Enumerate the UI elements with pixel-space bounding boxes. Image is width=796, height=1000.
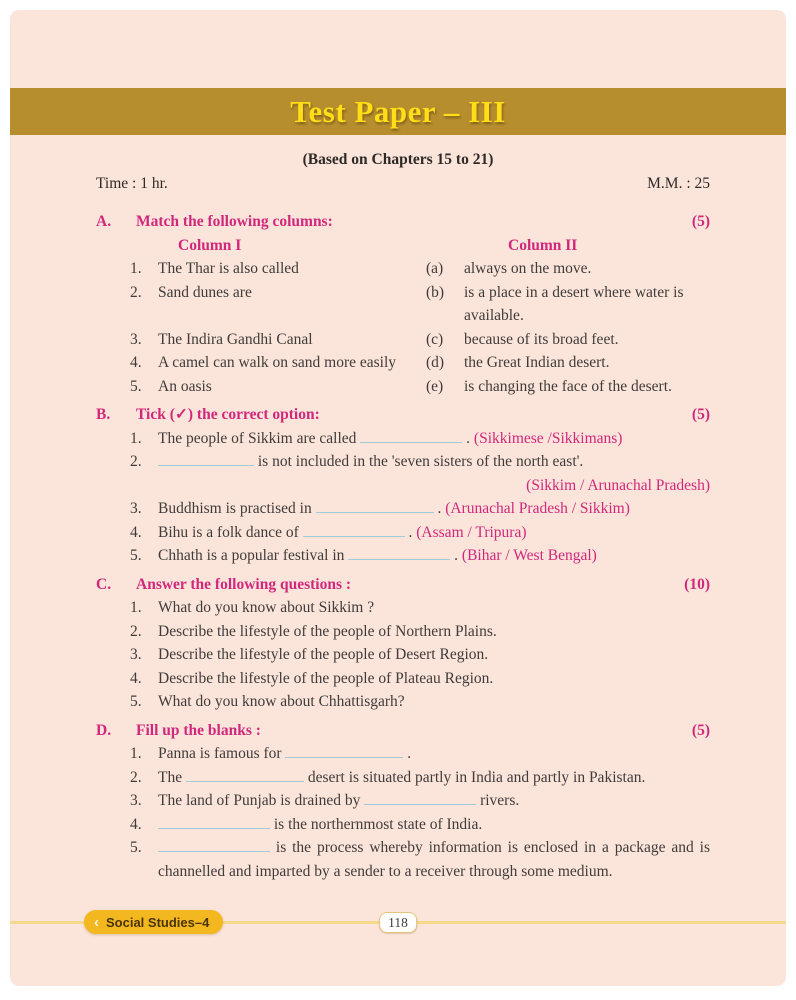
- answer-blank: [348, 547, 450, 560]
- tick-question: [130, 450, 710, 474]
- max-marks-label: M.M. : 25: [647, 175, 710, 192]
- title-banner: [10, 88, 786, 135]
- question-text: is the process whereby information is enclosed in a package and is channelled and imparted by a sender to a receiver through some medium.: [158, 839, 710, 880]
- item-number: 2.: [130, 622, 142, 640]
- section-letter: B.: [96, 406, 111, 423]
- section-letter: D.: [96, 721, 112, 739]
- question-item: [130, 690, 710, 714]
- match-column-headers: [130, 234, 710, 258]
- tick-question: [130, 497, 710, 521]
- book-title-label: Social Studies–4: [106, 914, 210, 930]
- option-letter: (e): [426, 377, 444, 395]
- item-number: 1.: [130, 260, 142, 277]
- fill-blank-item: [130, 742, 710, 766]
- match-row: [130, 328, 710, 352]
- answer-blank: [285, 745, 403, 758]
- question-text: Chhath is a popular festival in: [158, 547, 349, 564]
- item-number: 2.: [130, 453, 142, 470]
- column1-text: The Thar is also called: [158, 260, 299, 277]
- option-letter: (a): [426, 260, 444, 277]
- question-text: .: [450, 547, 462, 564]
- column1-header: Column I: [178, 236, 242, 254]
- question-text: .: [404, 523, 417, 541]
- item-number: 4.: [130, 669, 142, 687]
- item-number: 5.: [130, 547, 142, 564]
- section-letter: C.: [96, 575, 112, 593]
- column2-text: the Great Indian desert.: [464, 354, 610, 371]
- time-label: Time : 1 hr.: [96, 175, 168, 192]
- section-marks: (10): [684, 575, 710, 593]
- section-a-heading: [96, 210, 710, 234]
- answer-blank: [158, 816, 270, 829]
- book-label-pill: [84, 910, 223, 934]
- section-marks: (5): [691, 213, 710, 230]
- section-c-heading: [96, 573, 710, 597]
- tick-question: [130, 521, 710, 545]
- fill-blank-item: [130, 789, 710, 813]
- page-card: [10, 10, 786, 986]
- section-title: Fill up the blanks :: [136, 721, 261, 739]
- question-item: [130, 667, 710, 691]
- question-text: What do you know about Sikkim ?: [158, 599, 375, 616]
- question-item: [130, 643, 710, 667]
- match-row: [130, 257, 710, 281]
- match-row: [130, 375, 710, 399]
- fill-blank-item: [130, 766, 710, 790]
- column1-text: An oasis: [158, 377, 212, 395]
- answer-options: (Assam / Tripura): [416, 523, 527, 541]
- answer-options: (Arunachal Pradesh / Sikkim): [445, 500, 630, 517]
- section-marks: (5): [691, 721, 710, 739]
- column2-text: is a place in a desert where water is available.: [464, 283, 684, 324]
- section-title: Tick (✓) the correct option:: [136, 406, 320, 423]
- question-text: The: [158, 768, 186, 786]
- question-text: The land of Punjab is drained by: [158, 792, 365, 809]
- question-text: .: [462, 429, 474, 447]
- answer-blank: [186, 769, 304, 782]
- question-item: [130, 596, 710, 620]
- column2-text: always on the move.: [464, 260, 592, 277]
- question-text: desert is situated partly in India and partly in Pakistan.: [303, 768, 646, 786]
- match-row: [130, 281, 710, 328]
- option-letter: (c): [426, 330, 444, 348]
- test-paper-body: [96, 205, 710, 883]
- question-text: is the northernmost state of India.: [270, 815, 483, 833]
- page-number-badge: 118: [379, 912, 417, 933]
- question-item: [130, 620, 710, 644]
- question-text: rivers.: [476, 792, 520, 809]
- item-number: 1.: [130, 599, 142, 616]
- item-number: 4.: [130, 523, 142, 541]
- column1-text: Sand dunes are: [158, 283, 252, 301]
- question-text: Describe the lifestyle of the people of Plateau Region.: [158, 669, 494, 687]
- column2-text: is changing the face of the desert.: [464, 377, 672, 395]
- section-title: Match the following columns:: [136, 213, 333, 230]
- tick-question: [130, 544, 710, 568]
- item-number: 2.: [130, 768, 142, 786]
- item-number: 1.: [130, 745, 142, 762]
- chapter-range-subtitle: (Based on Chapters 15 to 21): [302, 151, 494, 168]
- page-footer: [10, 908, 786, 942]
- item-number: 3.: [130, 500, 142, 517]
- page-title: Test Paper – III: [290, 93, 506, 129]
- meta-row: [96, 175, 710, 193]
- question-text: Buddhism is practised in: [158, 500, 316, 517]
- answer-blank: [364, 792, 476, 805]
- question-text: .: [403, 745, 412, 762]
- option-letter: (b): [426, 283, 445, 301]
- answer-options: (Sikkimese /Sikkimans): [473, 429, 623, 447]
- question-text: Describe the lifestyle of the people of Desert Region.: [158, 646, 489, 663]
- match-row: [130, 351, 710, 375]
- question-text: Describe the lifestyle of the people of Northern Plains.: [158, 622, 497, 640]
- item-number: 1.: [130, 429, 142, 447]
- column2-header: Column II: [508, 236, 578, 254]
- section-d-heading: [96, 719, 710, 743]
- item-number: 4.: [130, 354, 142, 371]
- answer-blank: [158, 839, 270, 852]
- item-number: 4.: [130, 815, 142, 833]
- section-title: Answer the following questions :: [136, 575, 352, 593]
- item-number: 5.: [130, 839, 142, 856]
- fill-blank-item: [130, 813, 710, 837]
- answer-blank: [158, 453, 254, 466]
- column2-text: because of its broad feet.: [464, 330, 619, 348]
- column1-text: A camel can walk on sand more easily: [158, 354, 397, 371]
- question-text: Panna is famous for: [158, 745, 286, 762]
- answer-options: (Bihar / West Bengal): [461, 547, 597, 564]
- fill-blank-item: [130, 836, 710, 883]
- column1-text: The Indira Gandhi Canal: [158, 330, 313, 348]
- answer-options: (Sikkim / Arunachal Pradesh): [526, 476, 710, 494]
- question-text: The people of Sikkim are called: [158, 429, 361, 447]
- question-text: What do you know about Chhattisgarh?: [158, 693, 405, 710]
- item-number: 2.: [130, 283, 142, 301]
- tick-question: [130, 427, 710, 451]
- item-number: 3.: [130, 646, 142, 663]
- question-text: is not included in the 'seven sisters of the north east'.: [254, 453, 584, 470]
- section-marks: (5): [691, 406, 710, 423]
- question-text: .: [433, 500, 446, 517]
- item-number: 5.: [130, 693, 142, 710]
- item-number: 5.: [130, 377, 142, 395]
- question-text: Bihu is a folk dance of: [158, 523, 303, 541]
- item-number: 3.: [130, 330, 142, 348]
- section-b-heading: [96, 403, 710, 427]
- answer-blank: [316, 500, 434, 513]
- answer-blank: [360, 430, 462, 443]
- item-number: 3.: [130, 792, 142, 809]
- answer-blank: [303, 524, 405, 537]
- section-letter: A.: [96, 213, 112, 230]
- option-letter: (d): [426, 354, 445, 371]
- chevron-left-icon: ‹: [94, 913, 99, 931]
